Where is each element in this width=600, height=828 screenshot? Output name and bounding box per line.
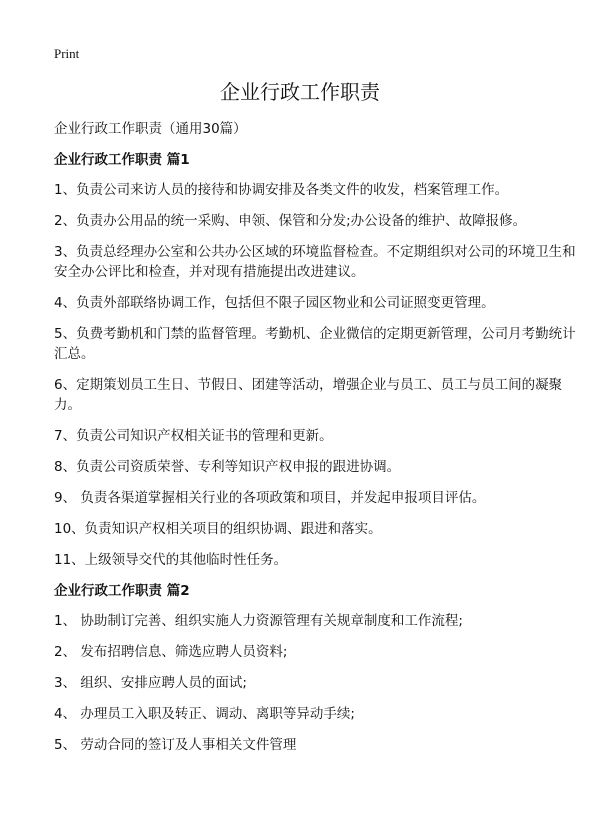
section-heading: 企业行政工作职责 篇1 <box>54 152 190 168</box>
duty-item: 6、定期策划员工生日、节假日、团建等活动，增强企业与员工、员工与员工间的凝聚力。 <box>54 377 563 413</box>
document-body <box>54 119 580 766</box>
duty-item: 1、 协助制订完善、组织实施人力资源管理有关规章制度和工作流程; <box>54 613 463 629</box>
duty-item: 2、 发布招聘信息、筛选应聘人员资料; <box>54 644 288 660</box>
duty-item: 4、负责外部联络协调工作，包括但不限子园区物业和公司证照变更管理。 <box>54 295 495 311</box>
duty-item: 11、上级领导交代的其他临时性任务。 <box>54 552 288 568</box>
duty-item: 3、 组织、安排应聘人员的面试; <box>54 675 247 691</box>
duty-item: 5、 劳动合同的签订及人事相关文件管理 <box>54 737 297 753</box>
duty-item: 1、负责公司来访人员的接待和协调安排及各类文件的收发，档案管理工作。 <box>54 182 509 198</box>
duty-item: 9、 负责各渠道掌握相关行业的各项政策和项目，并发起申报项目评估。 <box>54 490 486 506</box>
page-title: 企业行政工作职责 <box>220 80 380 104</box>
duty-item: 8、负责公司资质荣誉、专利等知识产权申报的跟进协调。 <box>54 459 401 475</box>
duty-item: 7、负责公司知识产权相关证书的管理和更新。 <box>54 428 333 444</box>
duty-item: 5、负费考勤机和门禁的监督管理。考勤机、企业微信的定期更新管理，公司月考勤统计汇总。 <box>54 326 576 362</box>
duty-item: 2、负责办公用品的统一采购、申领、保管和分发;办公设备的维护、故障报修。 <box>54 213 527 229</box>
print-link[interactable]: Print <box>54 46 80 61</box>
duty-item: 4、 办理员工入职及转正、调动、离职等异动手续; <box>54 706 355 722</box>
subtitle: 企业行政工作职责（通用30篇） <box>54 121 247 137</box>
duty-item: 10、负责知识产权相关项目的组织协调、跟进和落实。 <box>54 521 382 537</box>
duty-item: 3、负责总经理办公室和公共办公区域的环境监督检查。不定期组织对公司的环境卫生和安全办公评比和检查，并对现有措施提出改进建议。 <box>54 244 576 280</box>
section-heading: 企业行政工作职责 篇2 <box>54 583 190 599</box>
